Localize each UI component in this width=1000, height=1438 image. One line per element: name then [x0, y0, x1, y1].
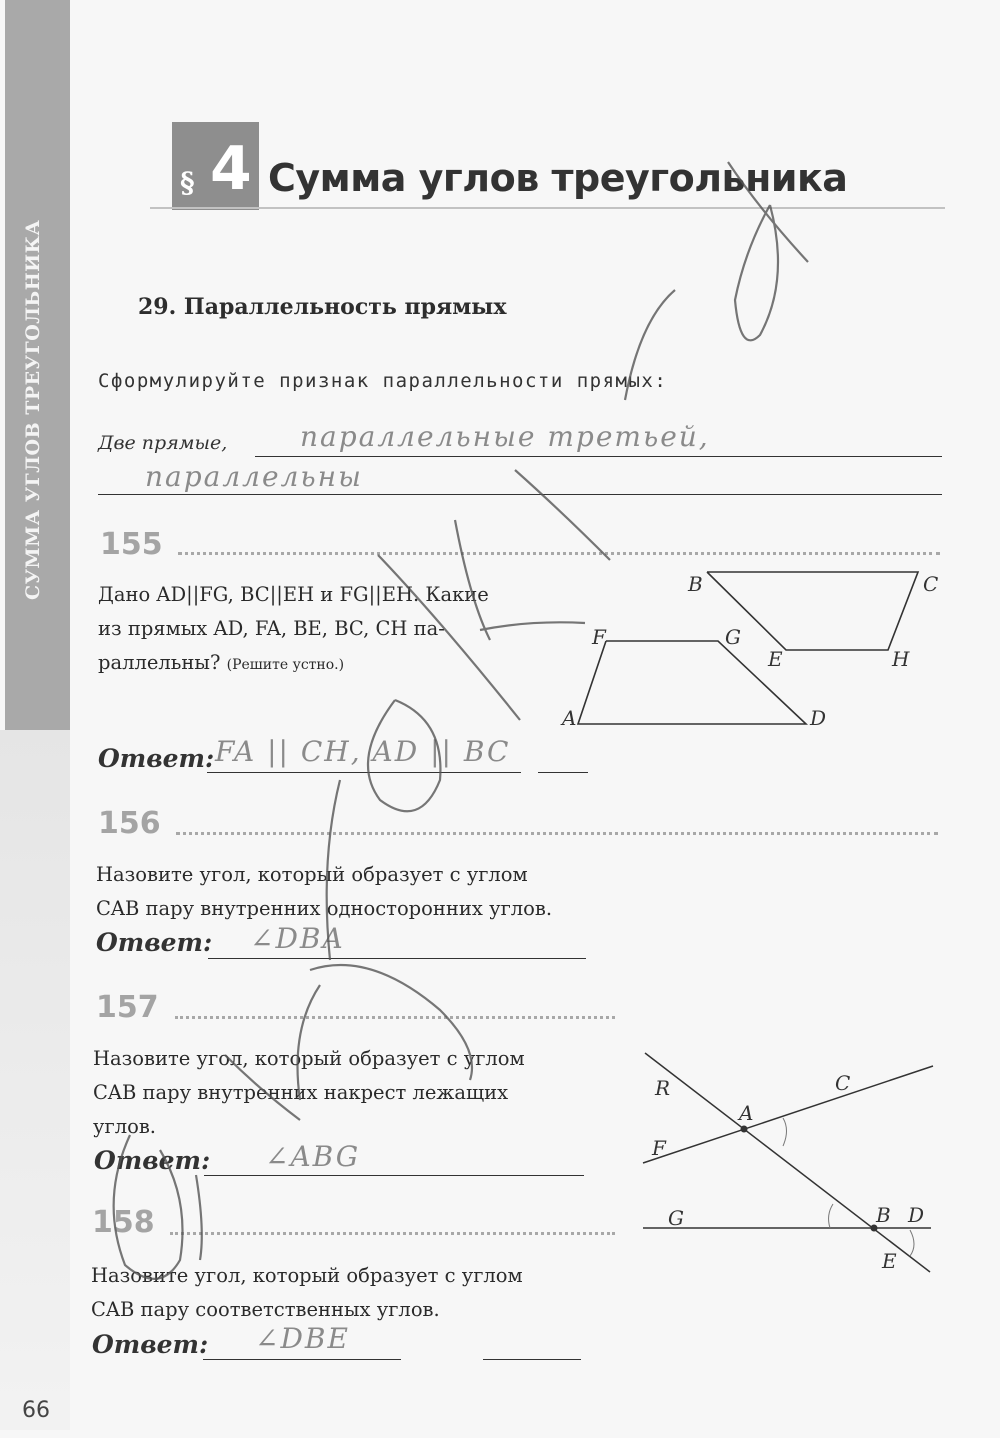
label-B: B [688, 572, 703, 596]
label-B: B [876, 1203, 891, 1227]
answer-label: Ответ: [98, 744, 215, 773]
label-G: G [668, 1206, 684, 1230]
chapter-title: Сумма углов треугольника [268, 156, 848, 200]
task-text-line: Назовите угол, который образует с углом [96, 863, 528, 886]
label-E: E [768, 647, 783, 671]
task-text-line: углов. [93, 1115, 156, 1138]
page-number: 66 [22, 1398, 50, 1423]
label-F: F [652, 1136, 666, 1160]
label-C: C [835, 1071, 851, 1095]
handwritten-answer-line2: параллельны [145, 460, 363, 493]
chapter-number: 4 [210, 134, 252, 204]
task-text-line: из прямых AD, FA, BE, BC, CH па- [98, 617, 445, 640]
task-text-line: CAB пару соответственных углов. [91, 1298, 440, 1321]
section-sign: § [180, 166, 195, 199]
answer-lead: Две прямые, [98, 432, 228, 454]
task-text-line: CAB пару внутренних накрест лежащих [93, 1081, 509, 1104]
handwritten-answer-line1: параллельные третьей, [300, 420, 710, 453]
side-chapter-title: СУММА УГЛОВ ТРЕУГОЛЬНИКА [22, 219, 44, 600]
label-D: D [810, 706, 827, 730]
task-number-158: 158 [92, 1205, 155, 1240]
answer-label: Ответ: [92, 1330, 209, 1359]
point-A [741, 1126, 748, 1133]
label-A: A [739, 1101, 754, 1125]
handwritten-answer: ∠DBE [255, 1322, 350, 1355]
label-A: A [562, 706, 577, 730]
label-F: F [592, 625, 606, 649]
label-R: R [655, 1076, 671, 1100]
task-number-156: 156 [98, 806, 161, 841]
label-C: C [923, 572, 939, 596]
section-title: 29. Параллельность прямых [138, 294, 507, 320]
answer-label: Ответ: [94, 1146, 211, 1175]
task-text-line: раллельны? [98, 651, 221, 674]
task-text-line: Дано AD||FG, BC||EH и FG||EH. Какие [98, 583, 489, 606]
handwritten-answer: ∠ABG [265, 1140, 361, 1173]
label-E: E [882, 1249, 897, 1273]
handwritten-answer: FA || CH, AD || BC [215, 735, 511, 768]
label-D: D [908, 1203, 925, 1227]
task-text-line: Назовите угол, который образует с углом [93, 1047, 525, 1070]
task-number-155: 155 [100, 527, 163, 562]
pencil-scribbles [114, 162, 808, 1279]
task-number-157: 157 [96, 990, 159, 1025]
label-H: H [892, 647, 910, 671]
handwritten-answer: ∠DBA [250, 922, 345, 955]
answer-label: Ответ: [96, 928, 213, 957]
section-prompt: Сформулируйте признак параллельности прямых: [98, 370, 668, 392]
task-note: (Решите устно.) [226, 657, 345, 673]
task-text-line: CAB пару внутренних односторонних углов. [96, 897, 553, 920]
transversal-diagram [643, 1053, 933, 1272]
label-G: G [725, 625, 741, 649]
task-text-line: Назовите угол, который образует с углом [91, 1264, 523, 1287]
